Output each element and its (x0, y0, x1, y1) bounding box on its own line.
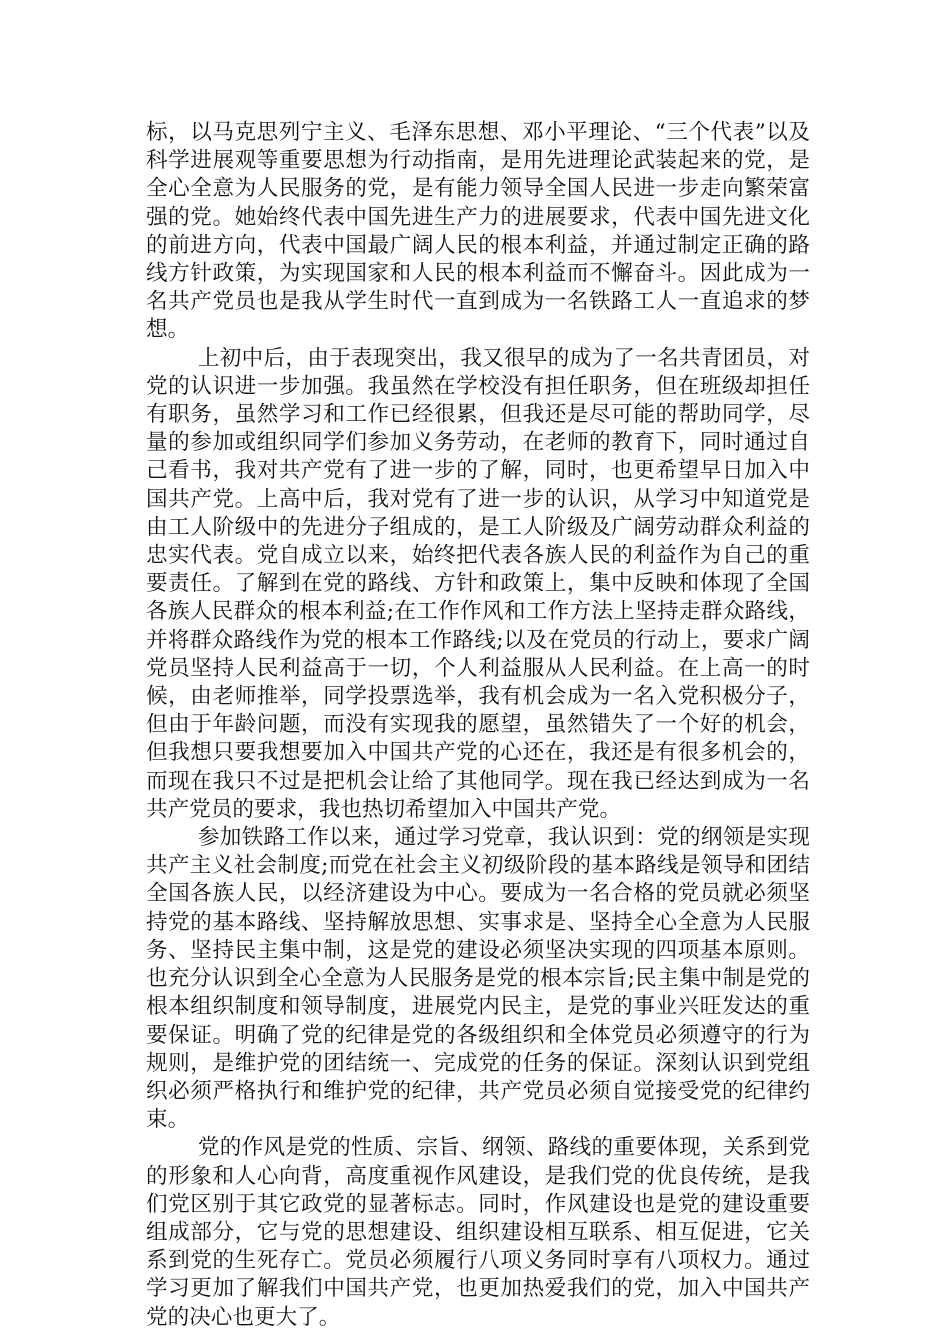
paragraph-1: 标，以马克思列宁主义、毛泽东思想、邓小平理论、“三个代表”以及科学进展观等重要思想为行动指南，是用先进理论武装起来的党，是全心全意为人民服务的党，是有能力领导全国人民进一步走向繁荣富强的党。她始终代表中国先进生产力的进展要求，代表中国先进文化的前进方向，代表中国最广阔人民的根本利益，并通过制定正确的路线方针政策，为实现国家和人民的根本利益而不懈奋斗。因此成为一名共产党员也是我从学生时代一直到成为一名铁路工人一直追求的梦想。 (146, 120, 810, 343)
paragraph-2: 上初中后，由于表现突出，我又很早的成为了一名共青团员，对党的认识进一步加强。我虽然在学校没有担任职务，但在班级却担任有职务，虽然学习和工作已经很累，但我还是尽可能的帮助同学，尽量的参加或组织同学们参加义务劳动，在老师的教育下，同时通过自己看书，我对共产党有了进一步的了解，同时，也更希望早日加入中国共产党。上高中后，我对党有了进一步的认识，从学习中知道党是由工人阶级中的先进分子组成的，是工人阶级及广阔劳动群众利益的忠实代表。党自成立以来，始终把代表各族人民的利益作为自己的重要责任。了解到在党的路线、方针和政策上，集中反映和体现了全国各族人民群众的根本利益;在工作作风和工作方法上坚持走群众路线，并将群众路线作为党的根本工作路线;以及在党员的行动上，要求广阔党员坚持人民利益高于一切，个人利益服从人民利益。在上高一的时候，由老师推举，同学投票选举，我有机会成为一名入党积极分子，但由于年龄问题，而没有实现我的愿望，虽然错失了一个好的机会，但我想只要我想要加入中国共产党的心还在，我还是有很多机会的，而现在我只不过是把机会让给了其他同学。现在我已经达到成为一名共产党员的要求，我也热切希望加入中国共产党。 (146, 345, 810, 822)
paragraph-4: 党的作风是党的性质、宗旨、纲领、路线的重要体现，关系到党的形象和人心向背，高度重视作风建设，是我们党的优良传统，是我们党区别于其它政党的显著标志。同时，作风建设也是党的建设重要组成部分，它与党的思想建设、组织建设相互联系、相互促进，它关系到党的生死存亡。党员必须履行八项义务同时享有八项权力。通过学习更加了解我们中国共产党，也更加热爱我们的党，加入中国共产党的决心也更大了。 (146, 1135, 810, 1330)
document-body (146, 119, 810, 1332)
paragraph-3: 参加铁路工作以来，通过学习党章，我认识到：党的纲领是实现共产主义社会制度;而党在社会主义初级阶段的基本路线是领导和团结全国各族人民，以经济建设为中心。要成为一名合格的党员就必须坚持党的基本路线、坚持解放思想、实事求是、坚持全心全意为人民服务、坚持民主集中制，这是党的建设必须坚决实现的四项基本原则。也充分认识到全心全意为人民服务是党的根本宗旨;民主集中制是党的根本组织制度和领导制度，进展党内民主，是党的事业兴旺发达的重要保证。明确了党的纪律是党的各级组织和全体党员必须遵守的行为规则，是维护党的团结统一、完成党的任务的保证。深刻认识到党组织必须严格执行和维护党的纪律，共产党员必须自觉接受党的纪律约束。 (146, 825, 810, 1133)
